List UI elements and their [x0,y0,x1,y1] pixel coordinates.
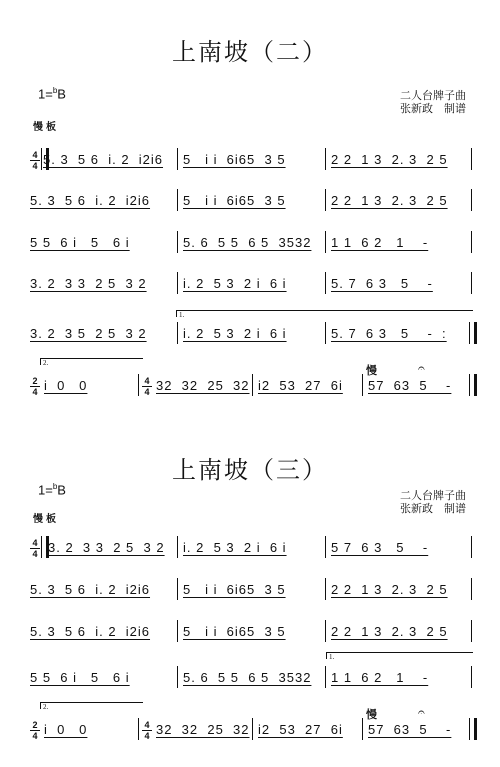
measure: 32 32 25 32 [156,722,250,737]
barline [471,536,472,558]
measure: 2 2 1 3 2. 3 2 5 [331,624,448,639]
score-row [30,668,476,690]
score-row [30,233,476,255]
barline [325,231,326,253]
barline [325,578,326,600]
measure: 5. 6 5 5 6 5 3532 [183,235,312,250]
measure: 3. 2 3 3 2 5 3 2 [30,276,147,291]
barline [362,718,363,740]
measure: 5. 3 5 6 i. 2 i2i6 [43,152,164,167]
barline [471,272,472,294]
score-row [30,720,476,742]
slow-mark: 慢 [366,709,377,721]
barline [177,620,178,642]
measure: i2 53 27 6i [258,722,343,737]
score-row [30,622,476,644]
piece-title: 上南坡（二） [172,40,328,66]
barline [471,231,472,253]
barline [177,666,178,688]
score-row [30,580,476,602]
measure: i2 53 27 6i [258,378,343,393]
score-row [30,150,476,172]
measure: 5. 7 6 3 5 - : [331,326,447,341]
score-row [30,376,476,398]
barline [471,578,472,600]
measure: 1 1 6 2 1 - [331,670,429,685]
time-signature: 2 4 [30,720,40,741]
time-signature: 4 4 [142,376,152,397]
measure: 5 i i 6i65 3 5 [183,193,286,208]
measure: 32 32 25 32 [156,378,250,393]
barline [471,620,472,642]
barline [138,374,139,396]
repeat-end-barline [469,322,477,344]
credits [400,490,466,516]
score-row [30,191,476,213]
time-signature: 4 4 [142,720,152,741]
slow-mark: 慢 [366,365,377,377]
barline [325,666,326,688]
barline [177,272,178,294]
measure: i. 2 5 3 2 i 6 i [183,326,287,341]
barline [177,578,178,600]
measure: i. 2 5 3 2 i 6 i [183,540,287,555]
measure: 3. 2 3 5 2 5 3 2 [30,326,147,341]
measure: 5. 6 5 5 6 5 3532 [183,670,312,685]
barline [471,148,472,170]
measure: 5 7 6 3 5 - [331,540,429,555]
barline [325,272,326,294]
measure: 5. 3 5 6 i. 2 i2i6 [30,582,151,597]
barline [252,374,253,396]
barline [325,148,326,170]
score-row [30,324,476,346]
time-signature: 4 4 [30,538,40,559]
tempo-mark: 慢板 [33,514,59,525]
barline [177,189,178,211]
barline [138,718,139,740]
credit-arranger: 张新政 制谱 [400,103,466,115]
measure: 5. 3 5 6 i. 2 i2i6 [30,624,151,639]
first-ending-bracket: 1. [326,652,473,659]
barline [177,322,178,344]
final-barline [469,718,477,740]
credit-origin: 二人台牌子曲 [400,490,466,502]
barline [471,666,472,688]
measure: i 0 0 [44,378,88,393]
measure: 5. 7 6 3 5 - [331,276,433,291]
time-signature: 4 4 [30,150,40,171]
barline [177,148,178,170]
final-barline [469,374,477,396]
barline [177,231,178,253]
measure: 2 2 1 3 2. 3 2 5 [331,582,448,597]
measure: 2 2 1 3 2. 3 2 5 [331,193,448,208]
key-signature: 1=$^b$B [38,86,66,102]
piece-title: 上南坡（三） [172,458,328,484]
measure: 5. 3 5 6 i. 2 i2i6 [30,193,151,208]
fermata-icon: 𝄐 [418,361,425,375]
barline [177,536,178,558]
barline [471,189,472,211]
measure: 3. 2 3 3 2 5 3 2 [48,540,165,555]
key-signature: 1=$^b$B [38,482,66,498]
score-row [30,274,476,296]
measure: 1 1 6 2 1 - [331,235,429,250]
tempo-mark: 慢板 [33,122,59,133]
barline [325,189,326,211]
credits [400,90,466,116]
time-signature: 2 4 [30,376,40,397]
barline [362,374,363,396]
barline [252,718,253,740]
measure: 5 i i 6i65 3 5 [183,624,286,639]
measure: 5 i i 6i65 3 5 [183,582,286,597]
score-row [30,538,476,560]
measure: 57 63 5 - [368,722,452,737]
second-ending-bracket: 2. [40,358,143,365]
barline [325,620,326,642]
credit-origin: 二人台牌子曲 [400,90,466,102]
credit-arranger: 张新政 制谱 [400,503,466,515]
measure: i. 2 5 3 2 i 6 i [183,276,287,291]
measure: 5 5 6 i 5 6 i [30,235,130,250]
barline [325,536,326,558]
measure: 5 5 6 i 5 6 i [30,670,130,685]
fermata-icon: 𝄐 [418,705,425,719]
second-ending-bracket: 2. [40,702,143,709]
measure: 5 i i 6i65 3 5 [183,152,286,167]
measure: 57 63 5 - [368,378,452,393]
measure: i 0 0 [44,722,88,737]
measure: 2 2 1 3 2. 3 2 5 [331,152,448,167]
first-ending-bracket: 1. [176,310,473,317]
barline [325,322,326,344]
